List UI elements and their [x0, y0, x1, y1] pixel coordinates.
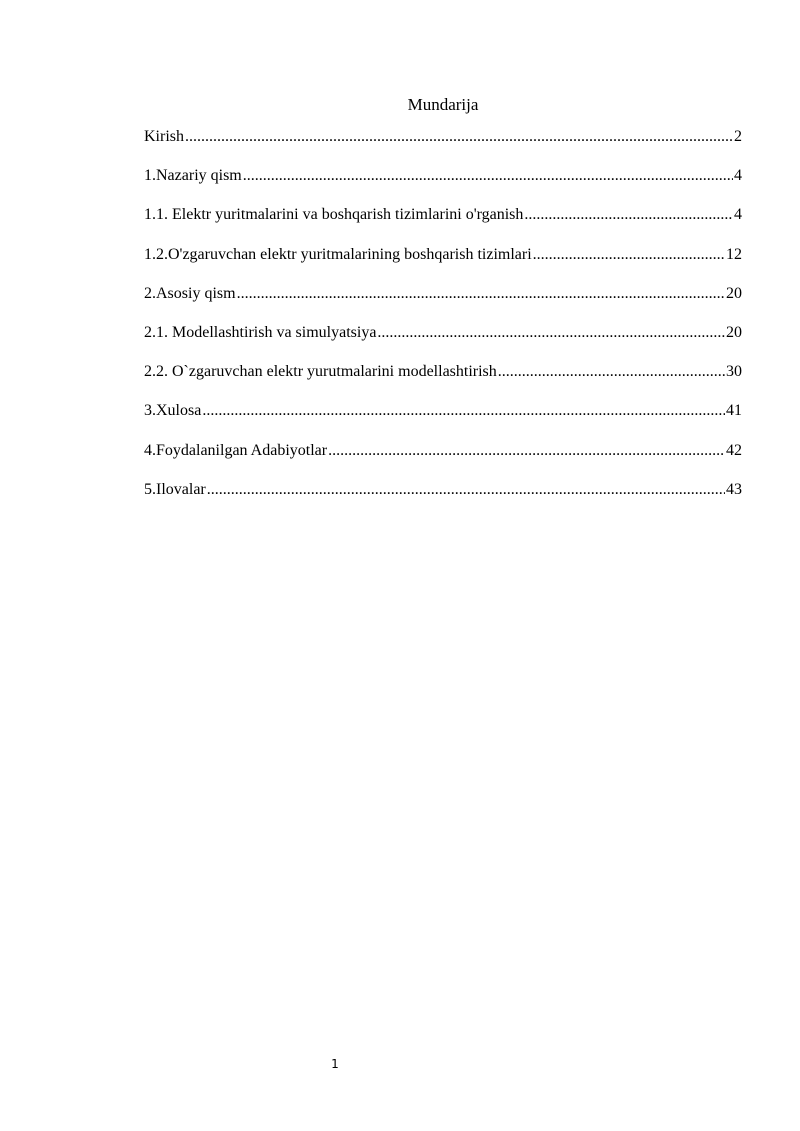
- dot-leader: [328, 440, 725, 462]
- dot-leader: [524, 204, 733, 226]
- toc-entry-page-number: 12: [726, 245, 742, 263]
- toc-entry-page-number: 2: [734, 128, 742, 145]
- toc-entry-label: 2.1. Modellashtirish va simulyatsiya: [144, 323, 377, 341]
- toc-entry[interactable]: [144, 400, 742, 439]
- toc-entry-label: 1.Nazariy qism: [144, 167, 242, 185]
- dot-leader: [207, 479, 725, 501]
- table-of-contents: [144, 126, 742, 518]
- toc-entry-label: 1.1. Elektr yuritmalarini va boshqarish tizimlarini o'rganish: [144, 206, 524, 224]
- toc-entry-label: 1.2.O'zgaruvchan elektr yuritmalarining boshqarish tizimlari: [144, 245, 532, 263]
- toc-entry-label: 2.2. O`zgaruvchan elektr yurutmalarini modellashtirish: [144, 363, 497, 381]
- toc-entry-label: Kirish: [144, 128, 184, 145]
- toc-entry[interactable]: [144, 165, 742, 204]
- toc-entry-page-number: 4: [734, 206, 742, 224]
- toc-entry-label: 3.Xulosa: [144, 402, 202, 420]
- dot-leader: [237, 283, 725, 305]
- toc-entry-label: 2.Asosiy qism: [144, 284, 236, 302]
- toc-entry[interactable]: [144, 361, 742, 400]
- toc-entry-page-number: 30: [726, 363, 742, 381]
- dot-leader: [377, 322, 725, 344]
- toc-entry[interactable]: [144, 204, 742, 243]
- toc-entry-page-number: 20: [726, 284, 742, 302]
- toc-entry[interactable]: [144, 440, 742, 479]
- toc-entry-page-number: 4: [734, 167, 742, 185]
- toc-entry-label: 4.Foydalanilgan Adabiyotlar: [144, 441, 328, 459]
- toc-entry-page-number: 41: [726, 402, 742, 420]
- toc-title: Mundarija: [407, 95, 479, 114]
- toc-entry-page-number: 20: [726, 323, 742, 341]
- toc-entry-page-number: 42: [726, 441, 742, 459]
- footer-page-number: 1: [331, 1057, 339, 1071]
- toc-entry[interactable]: [144, 126, 742, 165]
- toc-entry[interactable]: [144, 283, 742, 322]
- toc-entry-page-number: 43: [726, 480, 742, 498]
- toc-entry[interactable]: [144, 244, 742, 283]
- toc-entry[interactable]: [144, 322, 742, 361]
- dot-leader: [498, 361, 725, 383]
- dot-leader: [185, 126, 733, 148]
- dot-leader: [533, 244, 725, 266]
- toc-entry[interactable]: [144, 479, 742, 518]
- dot-leader: [202, 400, 725, 422]
- dot-leader: [243, 165, 733, 187]
- toc-entry-label: 5.Ilovalar: [144, 480, 206, 498]
